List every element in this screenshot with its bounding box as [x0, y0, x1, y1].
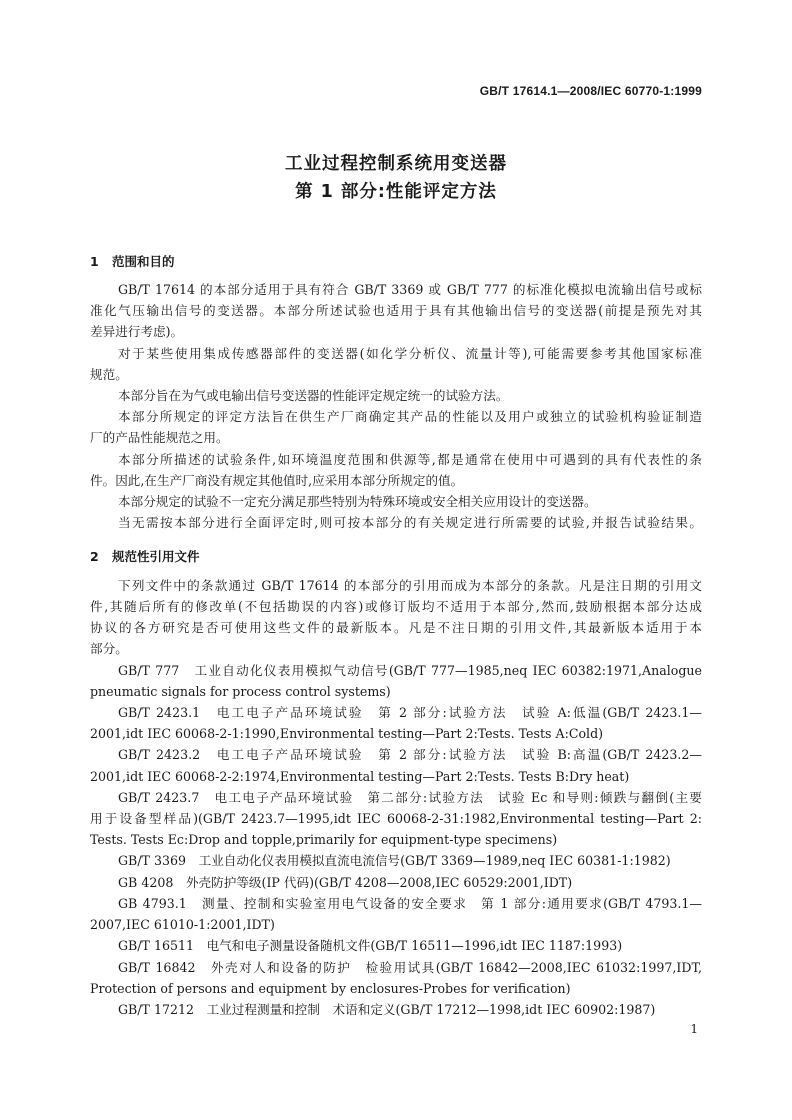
paragraph-line: 差异进行考虑)。 — [90, 324, 184, 339]
paragraph-line: 本部分规定的试验不一定充分满足那些特别为特殊环境或安全相关应用设计的变送器。 — [118, 494, 597, 509]
reference-entry-continuation: 2007,IEC 61010-1:2001,IDT) — [90, 917, 275, 932]
section-title: 范围和目的 — [112, 254, 175, 269]
reference-entry: GB/T 17212 工业过程测量和控制 术语和定义(GB/T 17212—1998,idt IEC 60902:1987) — [118, 1002, 656, 1017]
paragraph-line: 对于某些使用集成传感器部件的变送器(如化学分析仪、流量计等),可能需要参考其他国家标准 — [118, 346, 702, 361]
section-1-heading — [90, 252, 175, 270]
paragraph-line: 本部分旨在为气或电输出信号变送器的性能评定规定统一的试验方法。 — [118, 388, 509, 403]
paragraph-line: GB/T 17614 的本部分适用于具有符合 GB/T 3369 或 GB/T 777 的标准化模拟电流输出信号或标 — [118, 282, 702, 297]
paragraph-line: 件,其随后所有的修改单(不包括勘误的内容)或修订版均不适用于本部分,然而,鼓励根据本部分达成 — [90, 599, 702, 614]
reference-entry: GB/T 2423.7 电工电子产品环境试验 第二部分:试验方法 试验 Ec 和导则:倾跌与翻倒(主要 — [118, 790, 702, 805]
paragraph-line: 当无需按本部分进行全面评定时,则可按本部分的有关规定进行所需要的试验,并报告试验结果。 — [118, 515, 702, 530]
paragraph-line: 下列文件中的条款通过 GB/T 17614 的本部分的引用而成为本部分的条款。凡是注日期的引用文 — [118, 578, 702, 593]
reference-entry: GB/T 777 工业自动化仪表用模拟气动信号(GB/T 777—1985,neq IEC 60382:1971,Analogue — [118, 663, 702, 678]
reference-entry: GB/T 16511 电气和电子测量设备随机文件(GB/T 16511—1996,idt IEC 1187:1993) — [118, 938, 623, 953]
reference-entry-continuation: pneumatic signals for process control systems) — [90, 684, 391, 699]
section-title: 规范性引用文件 — [112, 549, 200, 564]
paragraph-line: 部分。 — [90, 641, 128, 656]
section-number: 2 — [90, 549, 99, 564]
document-title: 工业过程控制系统用变送器 — [285, 154, 507, 174]
standard-code: GB/T 17614.1—2008/IEC 60770-1:1999 — [479, 84, 702, 98]
reference-entry-continuation: 用于设备型样品)(GB/T 2423.7—1995,idt IEC 60068-2-31:1982,Environmental testing—Part 2: — [90, 811, 702, 826]
paragraph-line: 协议的各方研究是否可使用这些文件的最新版本。凡是不注日期的引用文件,其最新版本适用于本 — [90, 620, 702, 635]
reference-entry-continuation: 2001,idt IEC 60068-2-2:1974,Environmental testing—Part 2:Tests. Tests B:Dry heat) — [90, 769, 630, 784]
paragraph-line: 本部分所描述的试验条件,如环境温度范围和供源等,都是通常在使用中可遇到的具有代表性的条 — [118, 452, 702, 467]
reference-entry: GB/T 3369 工业自动化仪表用模拟直流电流信号(GB/T 3369—1989,neq IEC 60381-1:1982) — [118, 853, 671, 868]
page-number: 1 — [690, 1022, 698, 1036]
reference-entry: GB/T 2423.2 电工电子产品环境试验 第 2 部分:试验方法 试验 B:高温(GB/T 2423.2— — [118, 747, 702, 762]
paragraph-line: 准化气压输出信号的变送器。本部分所述试验也适用于具有其他输出信号的变送器(前提是预先对其 — [90, 303, 702, 318]
reference-entry-continuation: 2001,idt IEC 60068-2-1:1990,Environmental testing—Part 2:Tests. Tests A:Cold) — [90, 726, 604, 741]
section-2-heading — [90, 547, 200, 565]
reference-entry: GB/T 2423.1 电工电子产品环境试验 第 2 部分:试验方法 试验 A:低温(GB/T 2423.1— — [118, 705, 702, 720]
reference-entry-continuation: Protection of persons and equipment by enclosures-Probes for verification) — [90, 981, 571, 996]
reference-entry: GB 4208 外壳防护等级(IP 代码)(GB/T 4208—2008,IEC 60529:2001,IDT) — [118, 875, 573, 890]
reference-entry: GB 4793.1 测量、控制和实验室用电气设备的安全要求 第 1 部分:通用要求(GB/T 4793.1— — [118, 896, 702, 911]
paragraph-line: 厂的产品性能规范之用。 — [90, 430, 229, 445]
section-number: 1 — [90, 254, 99, 269]
paragraph-line: 规范。 — [90, 367, 128, 382]
paragraph-line: 件。因此,在生产厂商没有规定其他值时,应采用本部分所规定的值。 — [90, 473, 464, 488]
paragraph-line: 本部分所规定的评定方法旨在供生产厂商确定其产品的性能以及用户或独立的试验机构验证制造 — [118, 409, 702, 424]
reference-entry-continuation: Tests. Tests Ec:Drop and topple,primarily for equipment-type specimens) — [90, 832, 558, 847]
document-subtitle: 第 1 部分:性能评定方法 — [295, 182, 497, 202]
reference-entry: GB/T 16842 外壳对人和设备的防护 检验用试具(GB/T 16842—2008,IEC 61032:1997,IDT, — [118, 960, 702, 975]
